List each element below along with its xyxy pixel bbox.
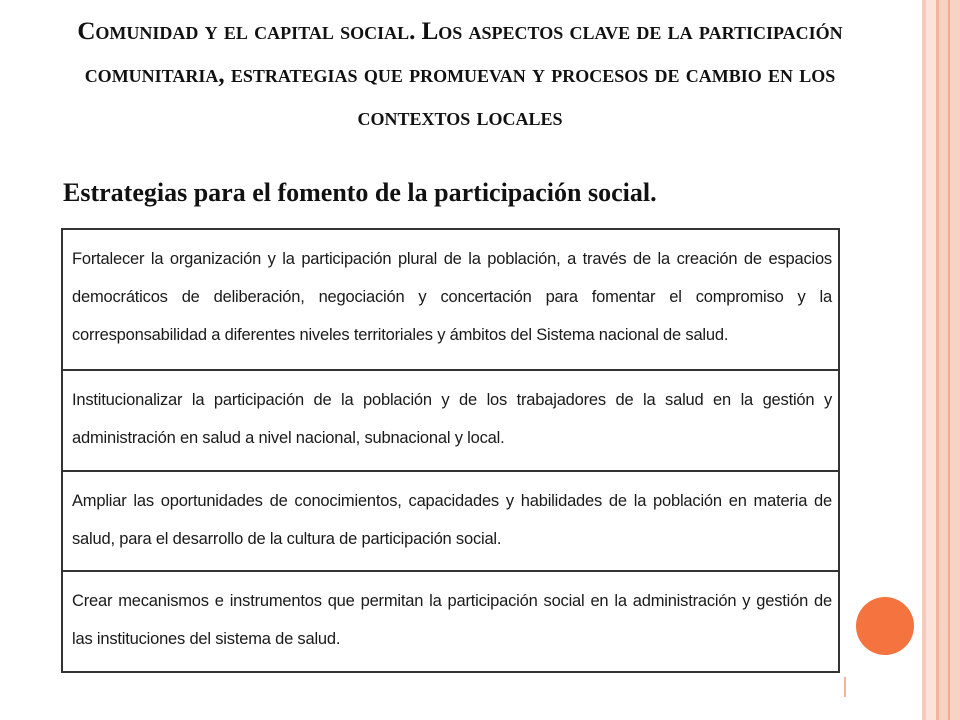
strategy-text: Fortalecer la organización y la participación plural de la población, a través de la creación de espacios democráticos de deliberación, negociación y concertación para fomentar el compromiso y la corresponsabilidad a diferentes niveles territoriales y ámbitos del Sistema nacional de salud. bbox=[72, 250, 832, 344]
strategies-table bbox=[61, 228, 840, 673]
strategy-row bbox=[63, 572, 838, 671]
strategy-text: Ampliar las oportunidades de conocimientos, capacidades y habilidades de la población en materia de salud, para el desarrollo de la cultura de participación social. bbox=[72, 492, 832, 548]
slide-title: Comunidad y el capital social. Los aspectos clave de la participación comunitaria, estrategias que promuevan y procesos de cambio en los contextos locales bbox=[77, 18, 843, 131]
decorative-mark bbox=[844, 677, 846, 697]
decorative-stripe bbox=[926, 0, 936, 720]
decorative-stripe bbox=[948, 0, 950, 720]
strategy-text: Institucionalizar la participación de la población y de los trabajadores de la salud en la gestión y administración en salud a nivel nacional, subnacional y local. bbox=[72, 391, 832, 447]
strategy-row bbox=[63, 230, 838, 371]
strategy-row bbox=[63, 472, 838, 572]
slide-subtitle: Estrategias para el fomento de la participación social. bbox=[63, 178, 657, 207]
decorative-circle bbox=[856, 597, 914, 655]
strategy-row bbox=[63, 371, 838, 472]
strategy-text: Crear mecanismos e instrumentos que permitan la participación social en la administración y gestión de las instituciones del sistema de salud. bbox=[72, 592, 832, 648]
